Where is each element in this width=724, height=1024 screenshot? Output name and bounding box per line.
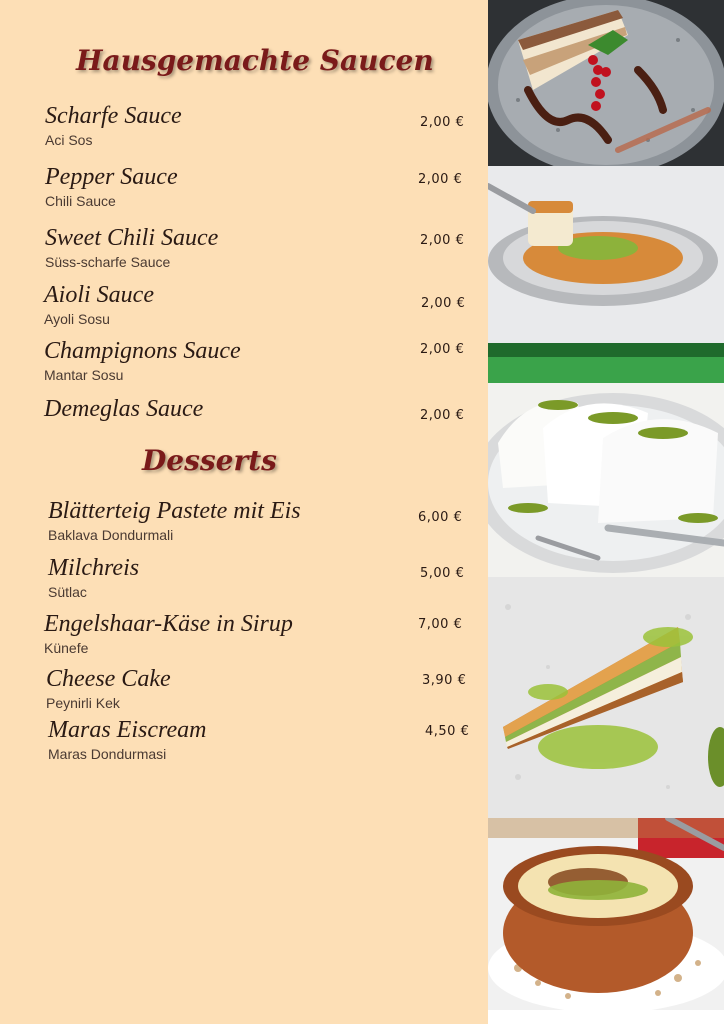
item-name: Milchreis <box>48 555 140 581</box>
menu-item-cheese-cake <box>46 665 486 715</box>
item-subtitle: Chili Sauce <box>45 193 116 209</box>
item-price: 3,90 € <box>422 673 467 688</box>
item-subtitle: Baklava Dondurmali <box>48 527 174 543</box>
item-name: Maras Eiscream <box>48 717 207 743</box>
item-price: 2,00 € <box>420 342 465 357</box>
menu-item-champignons-sauce <box>44 337 484 387</box>
menu-item-maras-eiscream <box>48 716 488 766</box>
item-price: 2,00 € <box>420 233 465 248</box>
item-price: 6,00 € <box>418 510 463 525</box>
menu-item-aioli-sauce <box>44 281 484 331</box>
item-price: 4,50 € <box>425 724 470 739</box>
item-name: Cheese Cake <box>46 666 171 692</box>
sutlac-photo <box>488 818 724 1010</box>
item-name: Champignons Sauce <box>44 338 241 364</box>
item-subtitle: Ayoli Sosu <box>44 311 110 327</box>
item-name: Pepper Sauce <box>45 164 178 190</box>
item-name: Scharfe Sauce <box>45 103 182 129</box>
menu-item-demeglas-sauce <box>44 395 484 445</box>
maras-ice-cream-photo <box>488 343 724 577</box>
menu-item-sweet-chili-sauce <box>45 224 485 274</box>
item-price: 2,00 € <box>420 408 465 423</box>
item-subtitle: Aci Sos <box>45 132 93 148</box>
menu-item-pepper-sauce <box>45 163 485 213</box>
sauces-title: Hausgemachte Saucen <box>76 44 434 77</box>
tiramisu-photo <box>488 0 724 166</box>
desserts-title: Desserts <box>142 444 277 477</box>
item-name: Demeglas Sauce <box>44 396 204 422</box>
item-name: Aioli Sauce <box>44 282 154 308</box>
item-subtitle: Maras Dondurmasi <box>48 746 167 762</box>
menu-item-scharfe-sauce <box>45 102 485 152</box>
item-subtitle: Sütlac <box>48 584 87 600</box>
item-price: 2,00 € <box>418 172 463 187</box>
baklava-photo <box>488 577 724 818</box>
item-subtitle: Peynirli Kek <box>46 695 120 711</box>
item-name: Engelshaar-Käse in Sirup <box>44 611 293 637</box>
item-price: 2,00 € <box>420 115 465 130</box>
item-subtitle: Mantar Sosu <box>44 367 124 383</box>
item-price: 5,00 € <box>420 566 465 581</box>
item-subtitle: Süss-scharfe Sauce <box>45 254 171 270</box>
kunefe-photo <box>488 166 724 343</box>
item-price: 2,00 € <box>421 296 466 311</box>
item-subtitle: Künefe <box>44 640 89 656</box>
item-price: 7,00 € <box>418 617 463 632</box>
item-name: Blätterteig Pastete mit Eis <box>48 498 301 524</box>
item-name: Sweet Chili Sauce <box>45 225 219 251</box>
photo-column <box>488 0 724 1024</box>
